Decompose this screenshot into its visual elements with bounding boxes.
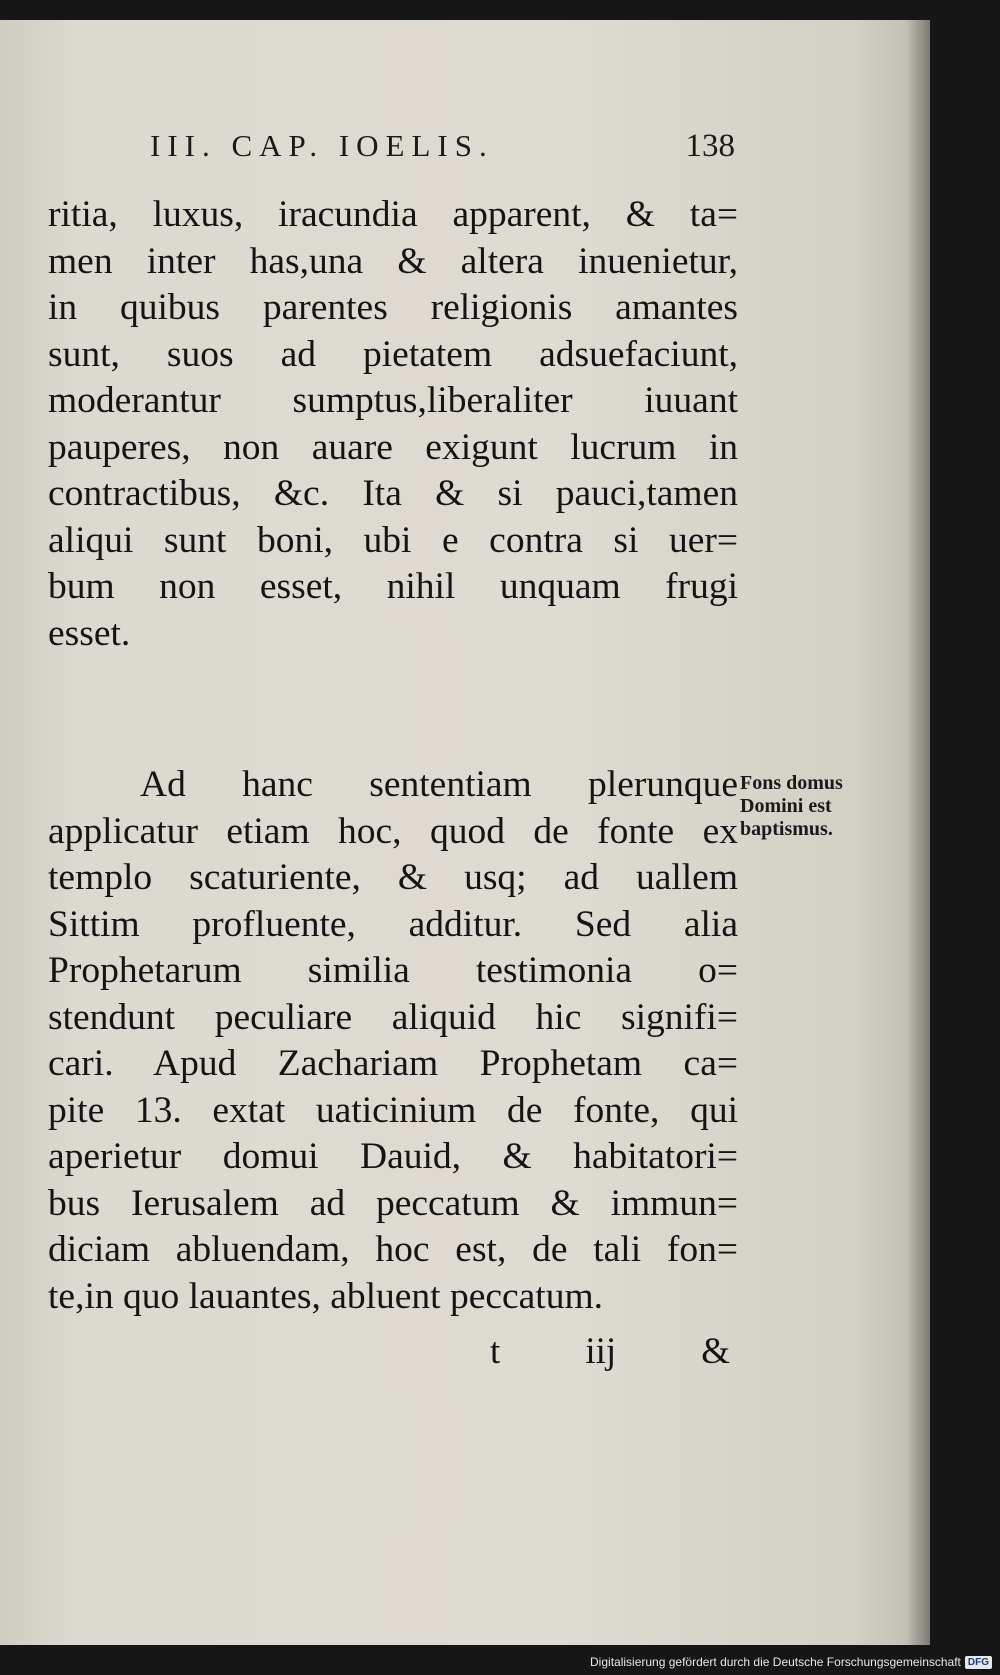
digitization-credit (590, 1655, 992, 1669)
text-line: bum non esset, nihil unquam frugi (48, 566, 738, 607)
text-line: applicatur etiam hoc, quod de fonte ex (48, 810, 738, 852)
text-line: contractibus, &c. Ita & si pauci,tamen (48, 473, 738, 514)
text-line: aperietur domui Dauid, & habitatori= (48, 1136, 738, 1177)
text-line: stendunt peculiare aliquid hic signifi= (48, 996, 738, 1038)
text-line: in quibus parentes religionis amantes (48, 287, 738, 328)
text-line: pauperes, non auare exigunt lucrum in (48, 426, 738, 468)
text-line: te,in quo lauantes, abluent peccatum. (48, 1275, 604, 1317)
marginal-note-line: Domini est (740, 795, 832, 817)
marginal-note (740, 772, 880, 841)
marginal-note-line: baptismus. (740, 818, 833, 840)
text-line: moderantur sumptus,liberaliter iuuant (48, 380, 738, 421)
text-line: pite 13. extat uaticinium de fonte, qui (48, 1089, 738, 1131)
text-line: aliqui sunt boni, ubi e contra si uer= (48, 519, 738, 561)
text-line: esset. (48, 612, 131, 654)
book-page (0, 20, 930, 1645)
text-line: diciam abluendam, hoc est, de tali fon= (48, 1229, 738, 1270)
catchword: & (701, 1331, 730, 1372)
spine-shadow (906, 20, 930, 1645)
paragraph-2 (48, 762, 738, 1320)
marginal-note-line: Fons domus (740, 772, 843, 794)
text-line: Prophetarum similia testimonia o= (48, 950, 738, 991)
signature-and-catchword (490, 1330, 730, 1373)
text-line: Sittim profluente, additur. Sed alia (48, 903, 738, 945)
text-line: sunt, suos ad pietatem adsuefaciunt, (48, 333, 738, 375)
text-line: cari. Apud Zachariam Prophetam ca= (48, 1043, 738, 1084)
signature-mark: t (490, 1331, 501, 1372)
signature-number: iij (585, 1331, 617, 1372)
text-line: men inter has,una & altera inuenietur, (48, 240, 738, 282)
credit-text: Digitalisierung gefördert durch die Deutsche Forschungsgemeinschaft (590, 1655, 961, 1669)
text-line: bus Ierusalem ad peccatum & immun= (48, 1182, 738, 1224)
text-line: Ad hanc sententiam plerunque (140, 764, 738, 805)
running-head-title: III. CAP. IOELIS. (150, 128, 494, 163)
dfg-logo: DFG (965, 1656, 992, 1669)
running-head (150, 128, 735, 165)
text-line: ritia, luxus, iracundia apparent, & ta= (48, 194, 738, 235)
page-number: 138 (685, 128, 735, 164)
text-line: templo scaturiente, & usq; ad uallem (48, 857, 738, 898)
paragraph-1 (48, 192, 738, 657)
